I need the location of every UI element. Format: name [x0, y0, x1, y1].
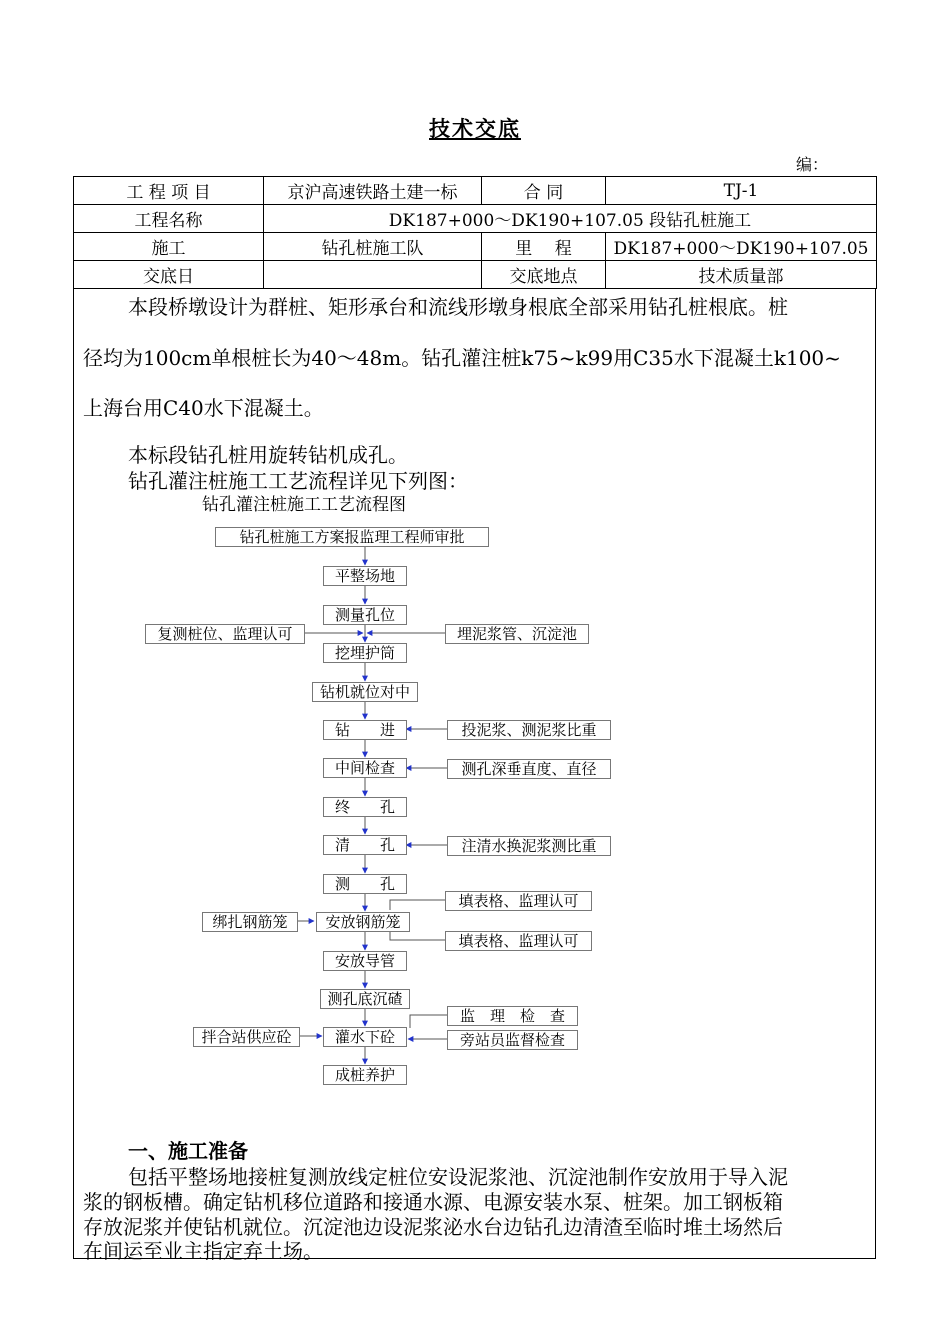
label-contract: 合 同	[482, 177, 606, 205]
flow-cage: 安放钢筋笼	[316, 912, 410, 932]
side-form-1: 填表格、监理认可	[445, 891, 592, 911]
side-water: 注清水换泥浆测比重	[447, 836, 611, 856]
section-heading: 一、施工准备	[128, 1139, 248, 1163]
side-mud-pipe: 埋泥浆管、沉淀池	[445, 624, 589, 644]
label-location: 交底地点	[482, 261, 606, 289]
flow-check: 中间检查	[323, 758, 407, 778]
serial-label: 编：	[796, 155, 829, 174]
value-contract: TJ-1	[606, 177, 877, 205]
intro-line-5: 钻孔灌注桩施工工艺流程详见下列图：	[128, 469, 468, 493]
flow-end: 终 孔	[323, 797, 407, 817]
flow-level: 平整场地	[323, 566, 407, 586]
side-form-2: 填表格、监理认可	[445, 931, 592, 951]
side-supervise: 监 理 检 查	[447, 1006, 578, 1026]
side-mixing: 拌合站供应砼	[193, 1027, 300, 1047]
flow-pour: 灌水下砼	[323, 1027, 407, 1047]
value-mileage: DK187+000～DK190+107.05	[606, 233, 877, 261]
flow-cure: 成桩养护	[323, 1065, 407, 1085]
intro-line-3: 上海台用C40水下混凝土。	[83, 396, 324, 420]
document-title: 技术交底	[429, 116, 521, 141]
section-line-1: 包括平整场地接桩复测放线定桩位安设泥浆池、沉淀池制作安放用于导入泥	[128, 1165, 788, 1189]
value-construction: 钻孔桩施工队	[264, 233, 482, 261]
side-bind-cage: 绑扎钢筋笼	[202, 912, 298, 932]
value-project: 京沪高速铁路土建一标	[264, 177, 482, 205]
flow-align: 钻机就位对中	[312, 682, 418, 702]
side-station: 旁站员监督检查	[447, 1030, 578, 1050]
flow-pipe: 安放导管	[323, 951, 407, 971]
label-construction: 施工	[74, 233, 264, 261]
value-location: 技术质量部	[606, 261, 877, 289]
side-depth: 测孔深垂直度、直径	[447, 759, 611, 779]
flow-test: 测 孔	[323, 874, 407, 894]
section-line-4: 在间运至业主指定弃土场。	[83, 1239, 323, 1263]
flow-sediment: 测孔底沉碴	[320, 989, 410, 1009]
section-line-2: 浆的钢板槽。确定钻机移位道路和接通水源、电源安装水泵、桩架。加工钢板箱	[83, 1190, 783, 1214]
label-name: 工程名称	[74, 205, 264, 233]
flow-measure: 测量孔位	[323, 605, 407, 625]
flow-approve: 钻孔桩施工方案报监理工程师审批	[215, 527, 489, 547]
label-project: 工 程 项 目	[74, 177, 264, 205]
flow-drill: 钻 进	[323, 720, 407, 740]
side-retest: 复测桩位、监理认可	[145, 624, 305, 644]
label-date: 交底日	[74, 261, 264, 289]
value-name: DK187+000～DK190+107.05 段钻孔桩施工	[264, 205, 877, 233]
intro-line-4: 本标段钻孔桩用旋转钻机成孔。	[128, 443, 408, 467]
side-mud-ratio: 投泥浆、测泥浆比重	[447, 720, 611, 740]
flow-casing: 挖埋护筒	[323, 643, 407, 663]
section-line-3: 存放泥浆并使钻机就位。沉淀池边设泥浆泌水台边钻孔边清渣至临时堆土场然后	[83, 1215, 783, 1239]
flow-clean: 清 孔	[323, 835, 407, 855]
flowchart-title: 钻孔灌注桩施工工艺流程图	[202, 495, 406, 515]
label-mileage: 里 程	[482, 233, 606, 261]
intro-line-1: 本段桥墩设计为群桩、矩形承台和流线形墩身根底全部采用钻孔桩根底。桩	[128, 295, 788, 319]
intro-line-2: 径均为100cm单根桩长为40～48m。钻孔灌注桩k75~k99用C35水下混凝土k100~	[83, 346, 841, 370]
